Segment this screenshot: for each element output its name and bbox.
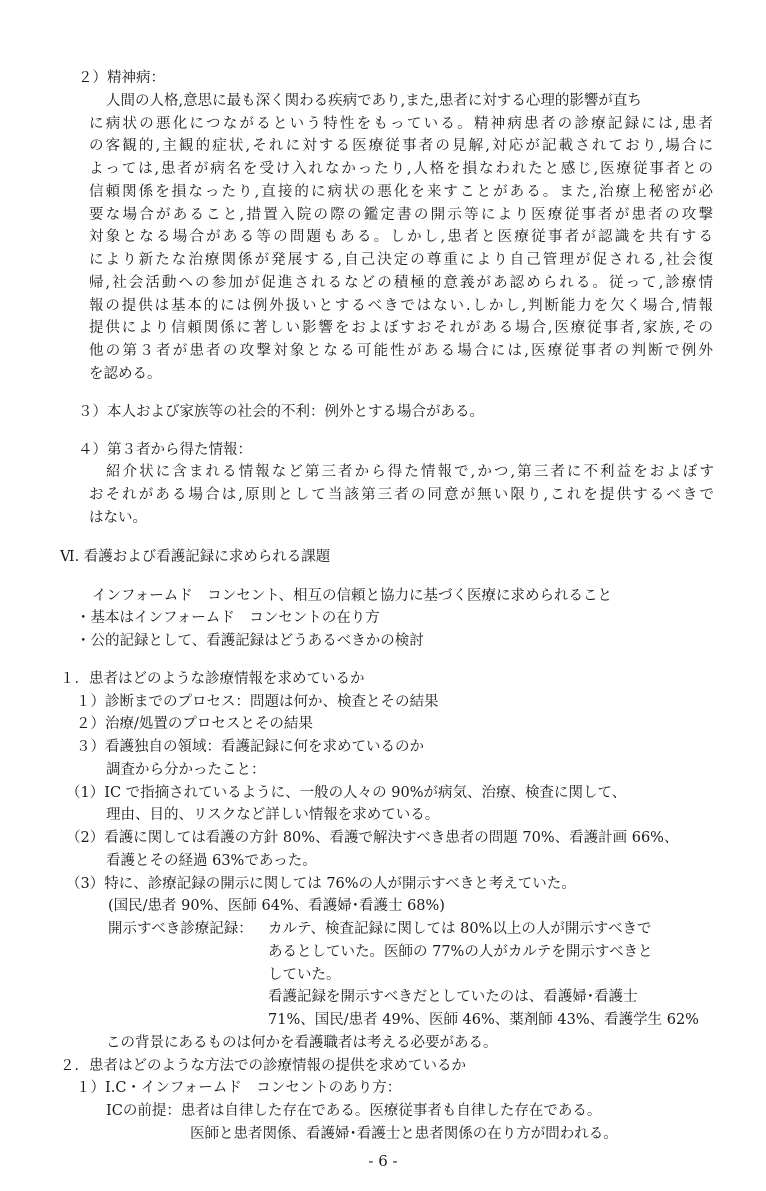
section-social-disadvantage: ３）本人および家族等の社会的不利：例外とする場合がある。: [78, 404, 484, 420]
finding-text: 看護記録を開示すべきだとしていたのは、看護婦･看護士: [268, 989, 638, 1005]
bullet-item: ・基本はインフォームド コンセントの在り方: [76, 610, 380, 626]
paragraph-line: よっては,患者が病名を受け入れなかったり,人格を損なわれたと感じ,医療従事者との: [89, 161, 713, 177]
list-item: ３）看護独自の領域：看護記録に何を求めているのか: [76, 739, 424, 755]
paragraph-line: 提供により信頼関係に著しい影響をおよぼすおそれがある場合,医療従事者,家族,その: [89, 320, 713, 336]
finding-text: (国民/患者 90%、医師 64%、看護婦･看護士 68%): [108, 898, 445, 914]
list-item: １）診断までのプロセス：問題は何か、検査とその結果: [76, 694, 439, 710]
finding-text: していた。: [268, 967, 341, 983]
paragraph-line: を認める。: [89, 366, 162, 382]
finding-text: 理由、目的、リスクなど詳しい情報を求めている。: [106, 807, 440, 823]
paragraph-line: 紹介状に含まれる情報など第三者から得た情報で,かつ,第三者に不利益をおよぼす: [106, 464, 714, 480]
finding-text: カルテ、検査記録に関しては 80%以上の人が開示すべきで: [268, 921, 652, 937]
bullet-item: ・公的記録として、看護記録はどうあるべきかの検討: [76, 633, 424, 649]
list-item: ２）治療/処置のプロセスとその結果: [76, 716, 313, 732]
paragraph-line: 人間の人格,意思に最も深く関わる疾病であり,また,患者に対する心理的影響が直ち: [106, 93, 642, 109]
page-number: - 6 -: [368, 1152, 398, 1170]
paragraph-line: の客観的,主観的症状,それに対する医療従事者の見解,対応が記載されており,場合に: [89, 138, 713, 154]
paragraph-line: により新たな治療関係が発展する,自己決定の尊重により自己管理が促される,社会復: [89, 252, 713, 268]
finding-text: 看護とその経過 63%であった。: [106, 853, 317, 869]
finding-text: （2）看護に関しては看護の方針 80%、看護で解決すべき患者の問題 70%、看護計画 66%、: [66, 830, 679, 846]
paragraph-line: 他の第３者が患者の攻撃対象となる可能性がある場合には,医療従事者の判断で例外: [89, 343, 713, 359]
paragraph-line: 対象となる場合がある等の問題もある。しかし,患者と医療従事者が認識を共有する: [89, 229, 713, 245]
paragraph-line: 報の提供は基本的には例外扱いとするべきではない.しかし,判断能力を欠く場合,情報: [89, 298, 713, 314]
paragraph-line: おそれがある場合は,原則として当該第三者の同意が無い限り,これを提供するべきで: [89, 487, 714, 503]
finding-text: 71%、国民/患者 49%、医師 46%、薬剤師 43%、看護学生 62%: [268, 1012, 699, 1028]
finding-label: 開示すべき診療記録：: [108, 921, 253, 937]
chapter-intro: インフォームド コンセント、相互の信頼と協力に基づく医療に求められること: [92, 588, 612, 604]
list-item: １）I.C・インフォームド コンセントのあり方：: [76, 1080, 402, 1096]
question-heading: ２．患者はどのような方法での診療情報の提供を求めているか: [60, 1058, 466, 1074]
finding-text: この背景にあるものは何かを看護職者は考える必要がある。: [106, 1035, 498, 1051]
section-heading-third-party: ４）第３者から得た情報：: [78, 442, 252, 458]
premise-text: 医師と患者関係、看護婦･看護士と患者関係の在り方が問われる。: [190, 1126, 618, 1142]
finding-text: （1）IC で指摘されているように、一般の人々の 90%が病気、治療、検査に関して、: [66, 785, 627, 801]
premise-text: ICの前提：患者は自律した存在である。医療従事者も自律した存在である。: [106, 1103, 602, 1119]
chapter-heading: Ⅵ. 看護および看護記録に求められる課題: [60, 549, 331, 565]
question-heading: １．患者はどのような診療情報を求めているか: [60, 671, 365, 687]
section-heading-psychiatric: ２）精神病：: [78, 70, 165, 86]
finding-text: （3）特に、診療記録の開示に関しては 76%の人が開示すべきと考えていた。: [66, 876, 576, 892]
paragraph-line: 要な場合があること,措置入院の際の鑑定書の開示等により医療従事者が患者の攻撃: [89, 207, 713, 223]
paragraph-line: 帰,社会活動への参加が促進されるなどの積極的意義があ認められる。従って,診療情: [89, 275, 713, 291]
paragraph-line: 信頼関係を損なったり,直接的に病状の悪化を来すことがある。また,治療上秘密が必: [89, 184, 713, 200]
finding-text: あるとしていた。医師の 77%の人がカルテを開示すべきと: [268, 944, 653, 960]
paragraph-line: に病状の悪化につながるという特性をもっている。精神病患者の診療記録には,患者: [89, 116, 713, 132]
survey-label: 調査から分かったこと：: [106, 762, 266, 778]
paragraph-line: はない。: [89, 510, 147, 526]
